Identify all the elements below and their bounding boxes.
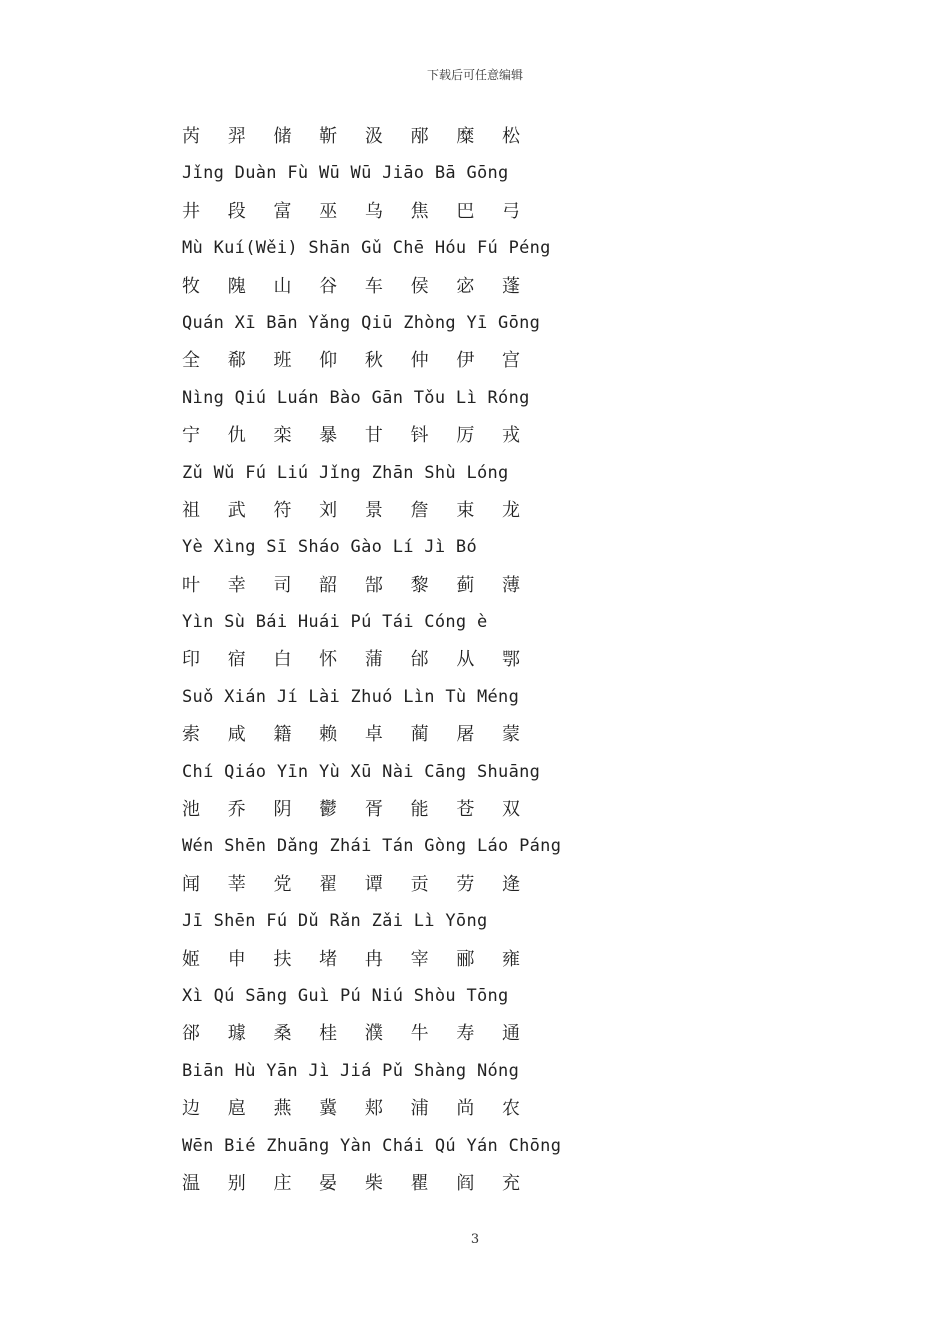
page-header: 下载后可任意编辑 (426, 68, 523, 82)
surname-chars-line: 芮 羿 储 靳 汲 邴 糜 松 (182, 126, 532, 147)
surname-pinyin-line: Zǔ Wǔ Fú Liú Jǐng Zhān Shù Lóng (182, 462, 509, 483)
surname-list (182, 118, 561, 1202)
surname-chars-line: 姬 申 扶 堵 冉 宰 郦 雍 (182, 948, 532, 970)
surname-pinyin-line: Chí Qiáo Yīn Yù Xū Nài Cāng Shuāng (182, 761, 541, 782)
surname-chars-line: 全 郗 班 仰 秋 仲 伊 宫 (182, 350, 532, 372)
surname-pinyin-line: Jǐng Duàn Fù Wū Wū Jiāo Bā Gōng (182, 163, 509, 184)
surname-chars-line: 祖 武 符 刘 景 詹 束 龙 (182, 499, 532, 521)
surname-pinyin-line: Wén Shēn Dǎng Zhái Tán Gòng Láo Páng (182, 836, 562, 857)
surname-pinyin-line: Yìn Sù Bái Huái Pú Tái Cóng è (182, 612, 488, 633)
surname-chars-line: 宁 仇 栾 暴 甘 钭 厉 戎 (182, 425, 532, 447)
surname-chars-line: 温 别 庄 晏 柴 瞿 阎 充 (182, 1172, 532, 1194)
surname-pinyin-line: Wēn Bié Zhuāng Yàn Chái Qú Yán Chōng (182, 1135, 562, 1156)
surname-chars-line: 印 宿 白 怀 蒲 邰 从 鄂 (182, 649, 532, 671)
surname-pinyin-line: Suǒ Xián Jí Lài Zhuó Lìn Tù Méng (182, 686, 520, 707)
surname-chars-line: 叶 幸 司 韶 郜 黎 蓟 薄 (182, 574, 532, 596)
surname-pinyin-line: Quán Xī Bān Yǎng Qiū Zhòng Yī Gōng (182, 312, 541, 333)
surname-pinyin-line: Mù Kuí(Wěi) Shān Gǔ Chē Hóu Fú Péng (182, 238, 551, 259)
surname-chars-line: 井 段 富 巫 乌 焦 巴 弓 (182, 200, 532, 222)
surname-pinyin-line: Jī Shēn Fú Dǔ Rǎn Zǎi Lì Yōng (182, 911, 488, 932)
surname-pinyin-line: Yè Xìng Sī Sháo Gào Lí Jì Bó (182, 537, 477, 558)
surname-chars-line: 牧 隗 山 谷 车 侯 宓 蓬 (182, 275, 532, 297)
surname-chars-line: 郤 璩 桑 桂 濮 牛 寿 通 (182, 1023, 532, 1045)
page-number: 3 (470, 1232, 480, 1247)
surname-chars-line: 索 咸 籍 赖 卓 蔺 屠 蒙 (182, 724, 532, 746)
surname-chars-line: 边 扈 燕 冀 郏 浦 尚 农 (182, 1098, 532, 1120)
surname-pinyin-line: Biān Hù Yān Jì Jiá Pǔ Shàng Nóng (182, 1060, 520, 1081)
surname-chars-line: 池 乔 阴 鬱 胥 能 苍 双 (182, 799, 532, 821)
surname-pinyin-line: Xì Qú Sāng Guì Pú Niú Shòu Tōng (182, 985, 509, 1006)
surname-pinyin-line: Nìng Qiú Luán Bào Gān Tǒu Lì Róng (182, 387, 530, 408)
surname-chars-line: 闻 莘 党 翟 谭 贡 劳 逄 (182, 873, 532, 895)
